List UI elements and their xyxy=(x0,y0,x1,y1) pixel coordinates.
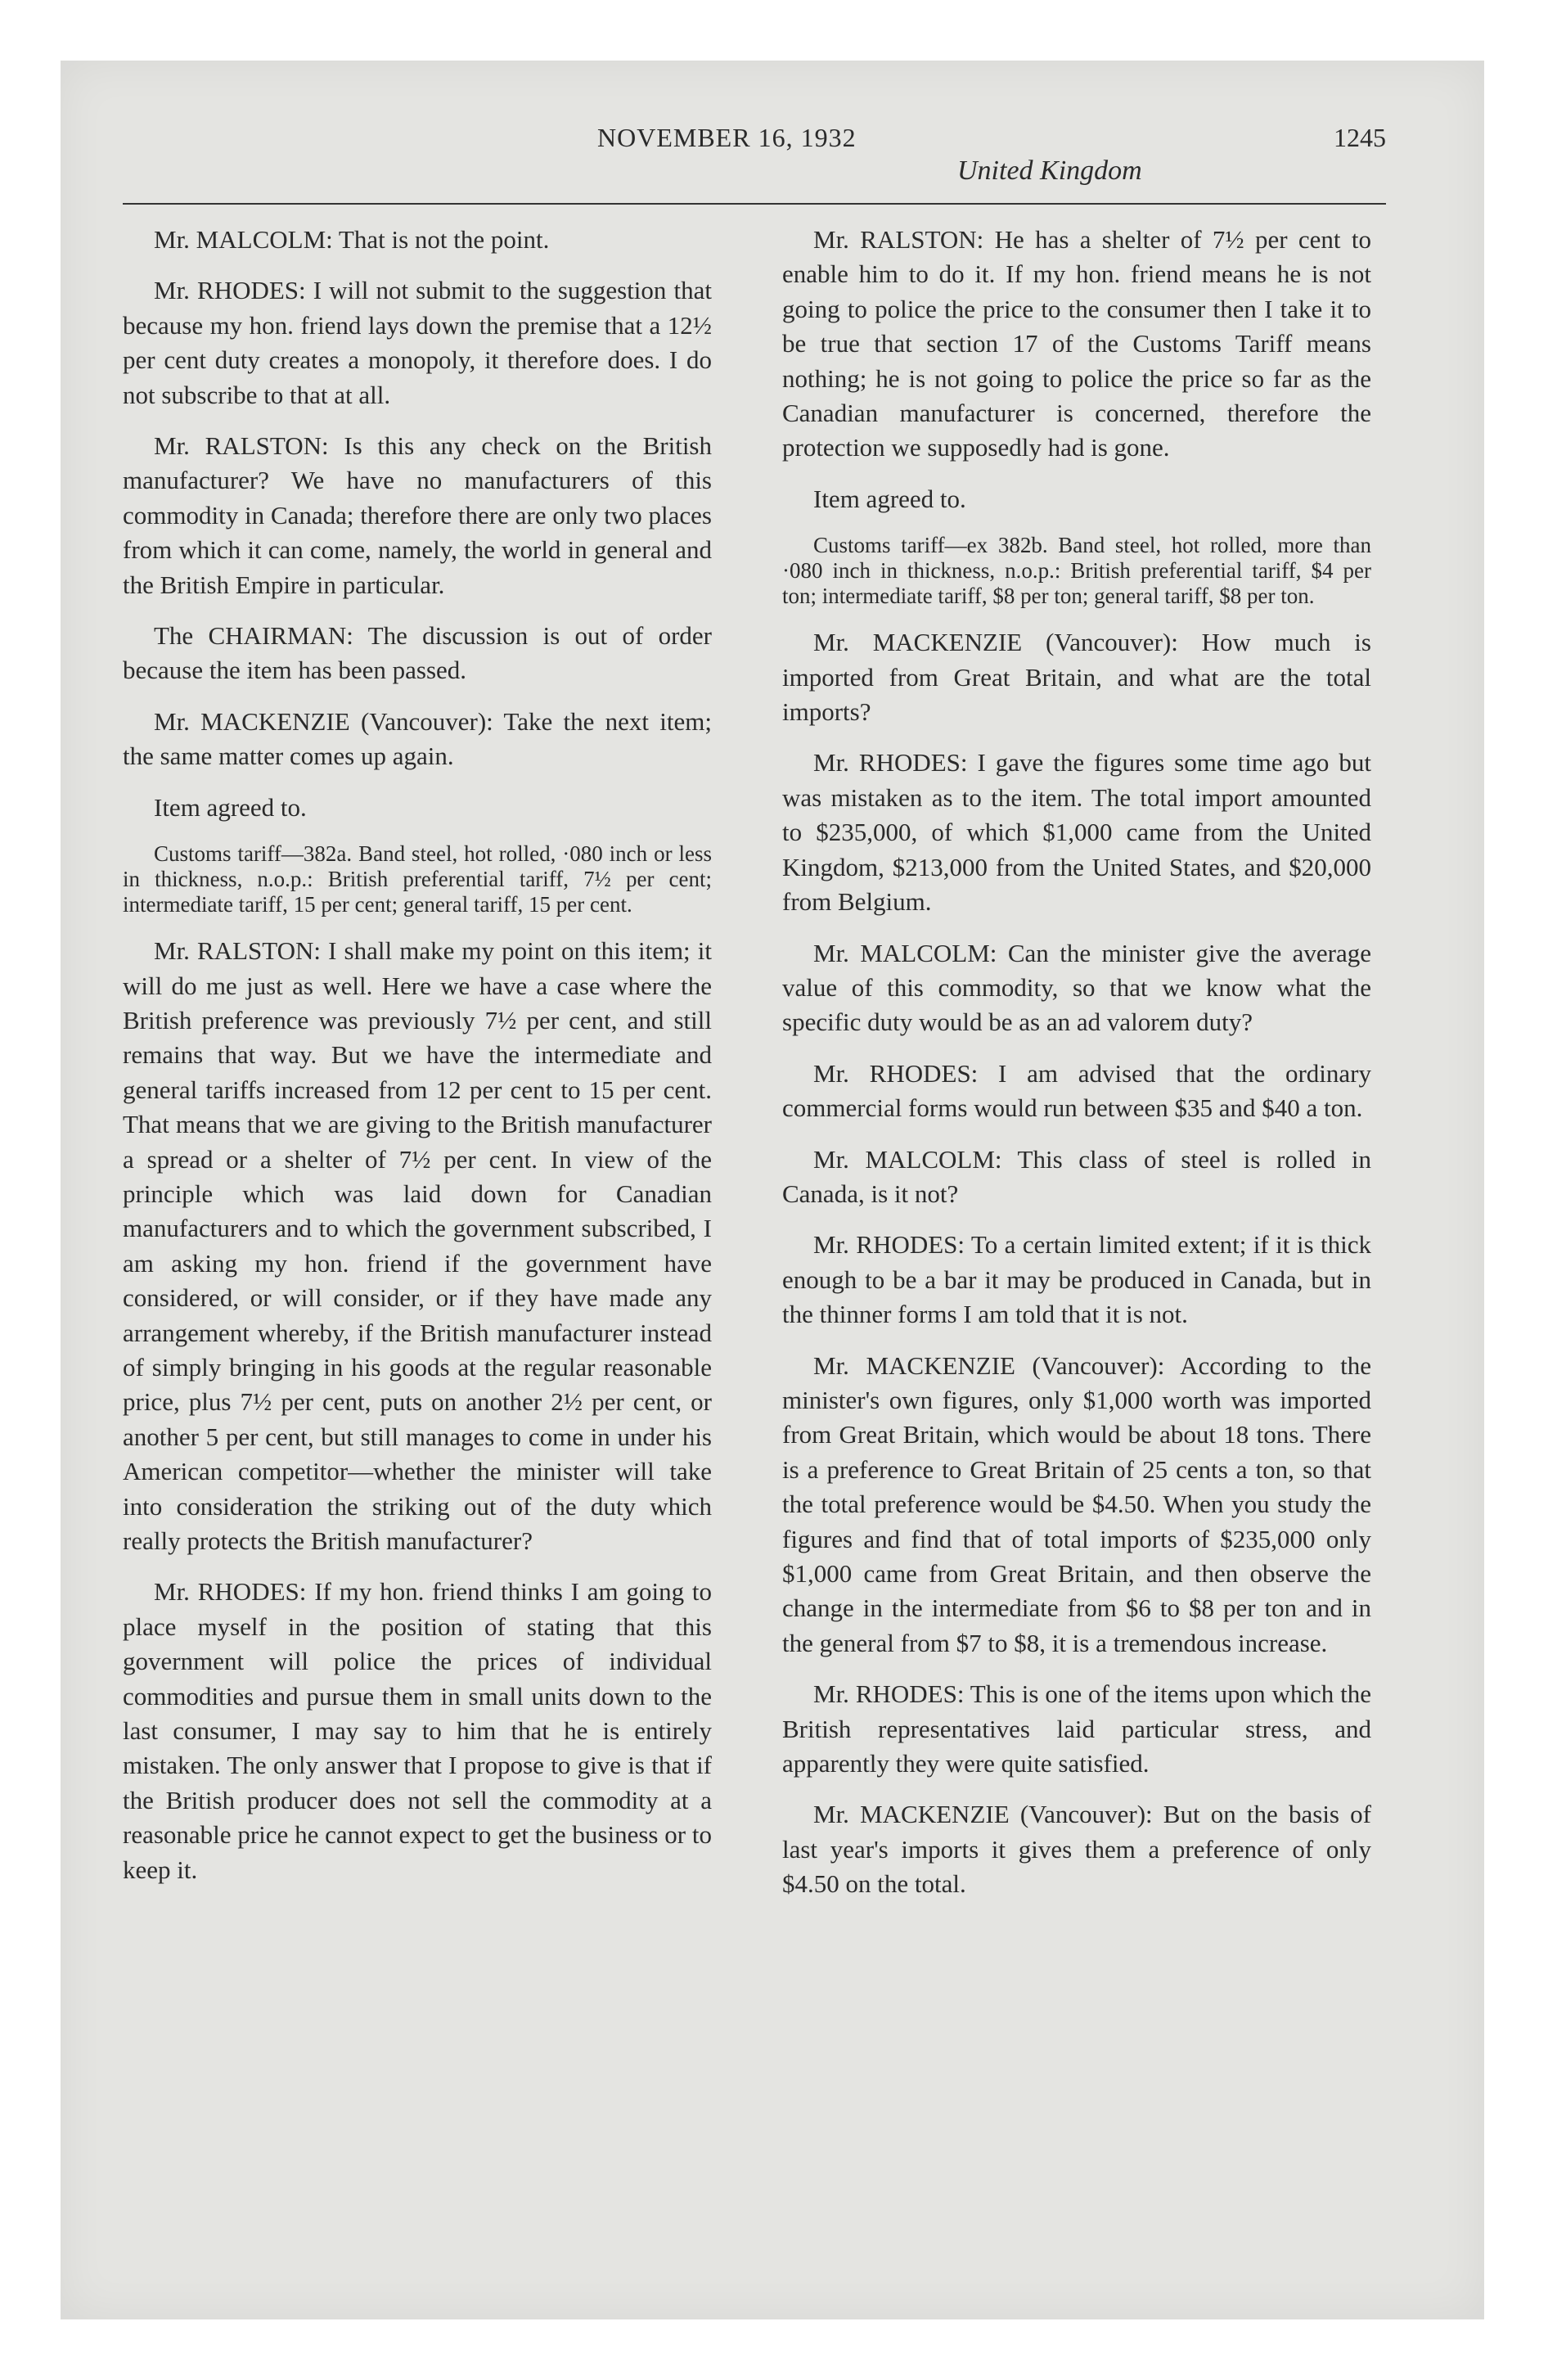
paragraph: Mr. RALSTON: I shall make my point on this item; it will do me just as well. Here we have a case where the British preference was previously 7½ per cent, and still remains that way. But we have the intermediate and general tariffs increased from 12 per cent to 15 per cent. That means that we are giving to the British manufacturer a spread or a shelter of 7½ per cent. In view of the principle which was laid down for Canadian manufacturers and to which the government subscribed, I am asking my hon. friend if the government have considered, or will consider, or if they have made any arrangement whereby, if the British manufacturer instead of simply bringing in his goods at the regular reasonable price, plus 7½ per cent, puts on another 2½ per cent, or another 5 per cent, but still manages to come in under his American competitor—whether the minister will take into consideration the striking out of the duty which really protects the British manufacturer? xyxy=(123,936,712,1555)
paragraph: Item agreed to. xyxy=(813,484,966,513)
paragraph: Mr. RHODES: I am advised that the ordinary commercial forms would run between $35 and $40 a ton. xyxy=(782,1058,1371,1123)
paragraph: Mr. RHODES: I will not submit to the suggestion that because my hon. friend lays down the premise that a 12½ per cent duty creates a monopoly, it therefore does. I do not subscribe to that at all. xyxy=(123,276,712,409)
paragraph: Mr. RHODES: This is one of the items upon which the British representatives laid particular stress, and apparently they were quite satisfied. xyxy=(782,1679,1371,1778)
tariff-resolution: Customs tariff—382a. Band steel, hot rolled, ·080 inch or less in thickness, n.o.p.: British preferential tariff, 7½ per cent; intermediate tariff, 15 per cent; general tariff, 15 per cent. xyxy=(123,841,712,917)
paragraph: Item agreed to. xyxy=(154,792,307,822)
header-rule xyxy=(123,203,1386,205)
paragraph: Mr. MACKENZIE (Vancouver): How much is imported from Great Britain, and what are the total imports? xyxy=(782,628,1371,727)
paragraph: The CHAIRMAN: The discussion is out of order because the item has been passed. xyxy=(123,621,712,685)
left-column xyxy=(123,223,712,1904)
page-number: 1245 xyxy=(1334,123,1386,152)
paragraph: Mr. MACKENZIE (Vancouver): But on the basis of last year's imports it gives them a preference of only $4.50 on the total. xyxy=(782,1800,1371,1899)
paragraph: Mr. MALCOLM: That is not the point. xyxy=(154,225,550,254)
paragraph: Mr. MALCOLM: This class of steel is rolled in Canada, is it not? xyxy=(782,1144,1371,1208)
right-column xyxy=(782,223,1371,1918)
tariff-resolution: Customs tariff—ex 382b. Band steel, hot rolled, more than ·080 inch in thickness, n.o.p.: British preferential tariff, $4 per ton; intermediate tariff, $8 per ton; general tariff, $8 per ton. xyxy=(782,533,1371,609)
paragraph: Mr. MACKENZIE (Vancouver): Take the next item; the same matter comes up again. xyxy=(123,706,712,771)
page-header xyxy=(123,123,1386,205)
header-date: NOVEMBER 16, 1932 xyxy=(597,123,857,152)
paragraph: Mr. RHODES: To a certain limited extent; if it is thick enough to be a bar it may be produced in Canada, but in the thinner forms I am told that it is not. xyxy=(782,1230,1371,1329)
paragraph: Mr. RALSTON: He has a shelter of 7½ per cent to enable him to do it. If my hon. friend means he is not going to police the price to the consumer then I take it to be true that section 17 of the Customs Tariff means nothing; he is not going to police the price so far as the Canadian manufacturer is concerned, therefore the protection we supposedly had is gone. xyxy=(782,225,1371,462)
header-section-title: United Kingdom xyxy=(957,156,1142,186)
paragraph: Mr. MALCOLM: Can the minister give the average value of this commodity, so that we know what the specific duty would be as an ad valorem duty? xyxy=(782,938,1371,1037)
paragraph: Mr. RHODES: I gave the figures some time ago but was mistaken as to the item. The total import amounted to $235,000, of which $1,000 came from the United Kingdom, $213,000 from the United States, and $20,000 from Belgium. xyxy=(782,748,1371,917)
paragraph: Mr. RALSTON: Is this any check on the British manufacturer? We have no manufacturers of this commodity in Canada; therefore there are only two places from which it can come, namely, the world in general and the British Empire in particular. xyxy=(123,431,712,599)
paragraph: Mr. RHODES: If my hon. friend thinks I am going to place myself in the position of stating that this government will police the prices of individual commodities and pursue them in small units down to the last consumer, I may say to him that he is entirely mistaken. The only answer that I propose to give is that if the British producer does not sell the commodity at a reasonable price he cannot expect to get the business or to keep it. xyxy=(123,1577,712,1884)
paragraph: Mr. MACKENZIE (Vancouver): According to the minister's own figures, only $1,000 worth was imported from Great Britain, which would be about 18 tons. There is a preference to Great Britain of 25 cents a ton, so that the total preference would be $4.50. When you study the figures and find that of total imports of $235,000 only $1,000 came from Great Britain, and then observe the change in the intermediate from $6 to $8 per ton and in the general from $7 to $8, it is a tremendous increase. xyxy=(782,1350,1371,1657)
